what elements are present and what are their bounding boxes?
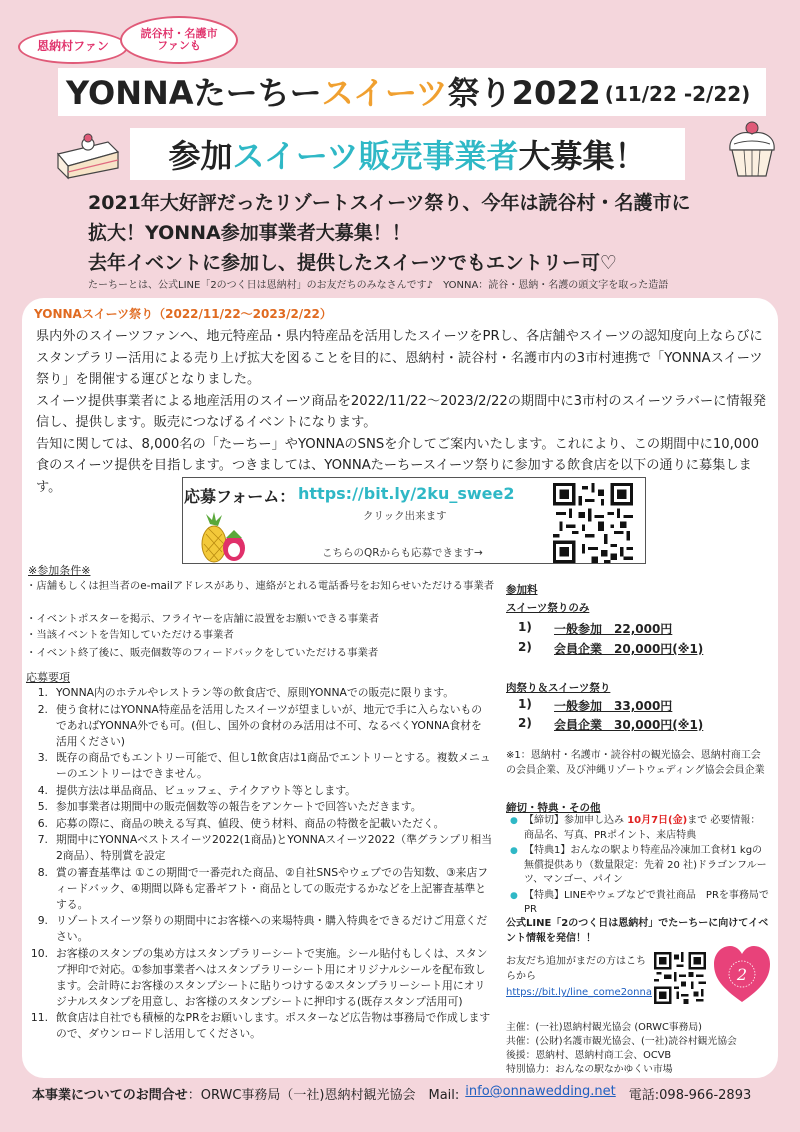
definition-note: たーちーとは、公式LINE「2のつく日は恩納村」のお友だちのみなさんです♪ YONNA：読谷・恩納・名護の頭文字を取った造語 — [88, 280, 669, 291]
condition-item: ・イベントポスターを掲示、フライヤーを店舗に設置をお願いできる事業者 — [26, 613, 379, 625]
fan-bubble-onna — [18, 30, 128, 64]
cake-slice-icon — [52, 124, 124, 180]
fan-bubble-yomitan-nago — [120, 16, 238, 64]
application-item: 11. 飲食店は自社でも積極的なPRをお願いします。ポスターなど広告物は事務局で作成しますので、ダウンロードし活用してください。 — [30, 1011, 491, 1040]
condition-item: ・店舗もしくは担当者のe-mailアドレスがあり、連絡がとれる電話番号をお知らせいただける事業者 — [26, 580, 495, 592]
contact-footer — [32, 1084, 751, 1103]
credit-line: 後援：恩納村、恩納村商工会、OCVB — [506, 1050, 672, 1061]
form-qr-note: こちらのQRからも応募できます→ — [322, 547, 483, 559]
fees-group-meat-sweets: 肉祭り＆スイーツ祭り — [506, 682, 611, 694]
heart-logo-icon — [712, 944, 772, 1006]
form-click-note: クリック出来ます — [363, 510, 447, 522]
subtitle-part2: スイーツ販売事業者 — [232, 137, 519, 175]
credit-line: 共催：(公財)名護市観光協会、(一社)読谷村観光協会 — [506, 1036, 737, 1047]
fee-row: 2) 会員企業 30,000円(※1) — [518, 716, 704, 732]
deadline-item: ● 【特典】LINEやウェブなどで貴社商品 PRを事務局でPR — [510, 889, 769, 915]
credit-line: 特別協力：おんなの駅なかゆくい市場 — [506, 1064, 673, 1075]
form-qr-code[interactable] — [553, 483, 633, 563]
fee-row: 1) 一般参加 22,000円 — [518, 620, 673, 636]
subtitle-part3: 大募集！ — [518, 137, 647, 175]
line-promo: 公式LINE「2のつく日は恩納村」でたーちーに向けてイベント情報を発信！！ — [506, 918, 769, 944]
lead-line-1: 2021年大好評だったリゾートスイーツ祭り、今年は読谷村・名護市に — [88, 192, 691, 214]
fan-bubble-onna-text: 恩納村ファン — [37, 39, 109, 54]
condition-item: ・当該イベントを告知していただける事業者 — [26, 629, 234, 641]
fan-bubble-line1: 読谷村・名護市 — [140, 26, 218, 40]
fan-bubble-line2: ファンも — [157, 39, 201, 52]
application-item: 4. 提供方法は単品商品、ビュッフェ、テイクアウト等とします。 — [37, 783, 356, 797]
deadline-date: 10月7日(金) — [627, 815, 688, 826]
heart-logo-text: 2 — [736, 965, 748, 984]
fees-heading: 参加料 — [506, 584, 538, 596]
intro-text — [36, 326, 770, 498]
deadline-list — [510, 814, 770, 919]
application-item: 3. 既存の商品でもエントリー可能で、但し1飲食店は1商品でエントリーとする。複数メニューのエントリーはできません。 — [37, 751, 491, 780]
line-qr-code[interactable] — [654, 952, 706, 1004]
lead-line-2: 拡大！YONNA参加事業者大募集！！ — [88, 222, 411, 244]
application-form-link[interactable]: https://bit.ly/2ku_swee2 — [298, 484, 515, 503]
application-item: 1. YONNA内のホテルやレストラン等の飲食店で、原則YONNAでの販売に限ります。 — [37, 686, 455, 699]
condition-item: ・イベント終了後に、販売個数等のフィードバックをしていただける事業者 — [26, 647, 379, 659]
footer-org: ：ORWC事務局（一社)恩納村観光協会 Mail: — [187, 1088, 460, 1103]
deadline-item: ● 【特典1】おんなの駅より特産品冷凍加工食材1 kgの無償提供あり（数量限定：先着 20 社)ドラゴンフルーツ、マンゴー、パイン — [510, 845, 767, 885]
application-item: 5. 参加事業者は期間中の販売個数等の報告をアンケートで回答いただきます。 — [37, 800, 422, 813]
subtitle-part1: 参加 — [168, 137, 233, 175]
application-item: 9. リゾートスイーツ祭りの期間中にお客様への来場特典・購入特典をできるだけご用意ください。 — [37, 914, 488, 943]
fee-row: 1) 一般参加 33,000円 — [518, 697, 673, 713]
friend-add-text: お友だち追加がまだの方はこちらから — [506, 956, 646, 982]
title-part1: YONNAたーちー — [66, 74, 322, 112]
intro-paragraph-3: 告知に関しては、8,000名の「たーちー」やYONNAのSNSを介してご案内いたします。これにより、この期間中に10,000食のスイーツ提供を目指します。つきましては、YONNAたーちースイーツ祭りに参加する飲食店を以下の通りに募集します。 — [36, 436, 759, 495]
form-label: 応募フォーム： — [184, 487, 296, 506]
recruitment-subtitle — [130, 128, 685, 180]
panel-heading: YONNAスイーツ祭り（2022/11/22～2023/2/22） — [34, 307, 332, 321]
fees-footnote: ※1：恩納村・名護市・読谷村の観光協会、恩納村商工会の会員企業、及び沖縄リゾートウェディング協会会員企業 — [506, 750, 765, 776]
title-dates: (11/22 -2/22) — [604, 82, 751, 106]
application-item: 6. 応募の際に、商品の映える写真、値段、使う材料、商品の特徴を記載いただく。 — [37, 816, 445, 830]
tropical-fruit-icon — [196, 512, 248, 564]
cupcake-icon — [724, 116, 780, 182]
deadline-item: ● 【締切】参加申し込み 10月7日(金)まで 必要情報：商品名、写真、PRポイント、来店特典 — [510, 815, 761, 841]
footer-label: 本事業についてのお問合せ — [32, 1088, 188, 1103]
footer-phone: 電話:098-966-2893 — [615, 1088, 752, 1103]
main-title — [58, 68, 766, 116]
title-part2: スイーツ — [321, 74, 448, 112]
contact-email-link[interactable]: info@onnawedding.net — [465, 1084, 616, 1099]
fee-row: 2) 会員企業 20,000円(※1) — [518, 640, 704, 656]
intro-paragraph-2: スイーツ提供事業者による地産活用のスイーツ商品を2022/11/22～2023/2/22の期間中に3市村のスイーツラバーに情報発信し、提供します。販売につなげるイベントになります。 — [36, 393, 766, 430]
credit-line: 主催：(一社)恩納村観光協会 (ORWC事務局) — [506, 1022, 703, 1033]
line-friend-link[interactable]: https://bit.ly/line_come2onna — [506, 987, 652, 998]
application-list — [30, 685, 492, 1043]
application-item: 2. 使う食材にはYONNA特産品を活用したスイーツが望ましいが、地元で手に入らないものであればYONNA外でも可。(但し、国外の食材のみ活用は不可、なるべくYONNA食材を活用ください) — [37, 702, 483, 748]
fees-group-sweets: スイーツ祭りのみ — [506, 602, 590, 614]
application-heading: 応募要項 — [26, 671, 70, 684]
application-item: 7. 期間中にYONNAベストスイーツ2022(1商品)とYONNAスイーツ2022（準グランプリ相当2商品）、特別賞を設定 — [37, 833, 493, 862]
application-item: 8. 賞の審査基準は ①この期間で一番売れた商品、②自社SNSやウェブでの告知数、③来店フィードバック、④期間以降も定番ギフト・商品としての販売するかなどを上記審査基準とする。 — [37, 865, 489, 911]
conditions-heading: ※参加条件※ — [28, 564, 91, 577]
lead-line-3: 去年イベントに参加し、提供したスイーツでもエントリー可♡ — [88, 252, 617, 274]
title-part3: 祭り2022 — [447, 74, 601, 112]
application-item: 10. お客様のスタンプの集め方はスタンプラリーシートで実施。シール貼付もしくは、スタンプ押印で対応。①参加事業者へはスタンプラリーシート用にオリジナルシールを配布致します。会計時にお客様のスタンプシートに貼りつけする②スタンプラリーシート用にオリジナルスタンプを用意し、お客様のスタンプシートに押印する(既存スタンプ活用可) — [30, 946, 488, 1008]
deadline-heading: 締切・特典・その他 — [506, 802, 601, 814]
intro-paragraph-1: 県内外のスイーツファンへ、地元特産品・県内特産品を活用したスイーツをPRし、各店舗やスイーツの認知度向上ならびにスタンプラリー活用による売り上げ拡大を図ることを目的に、恩納村・読谷村・名護市内の3市村連携で「YONNAスイーツ祭り」を開催する運びとなりました。 — [36, 329, 763, 387]
credits — [506, 1021, 772, 1077]
